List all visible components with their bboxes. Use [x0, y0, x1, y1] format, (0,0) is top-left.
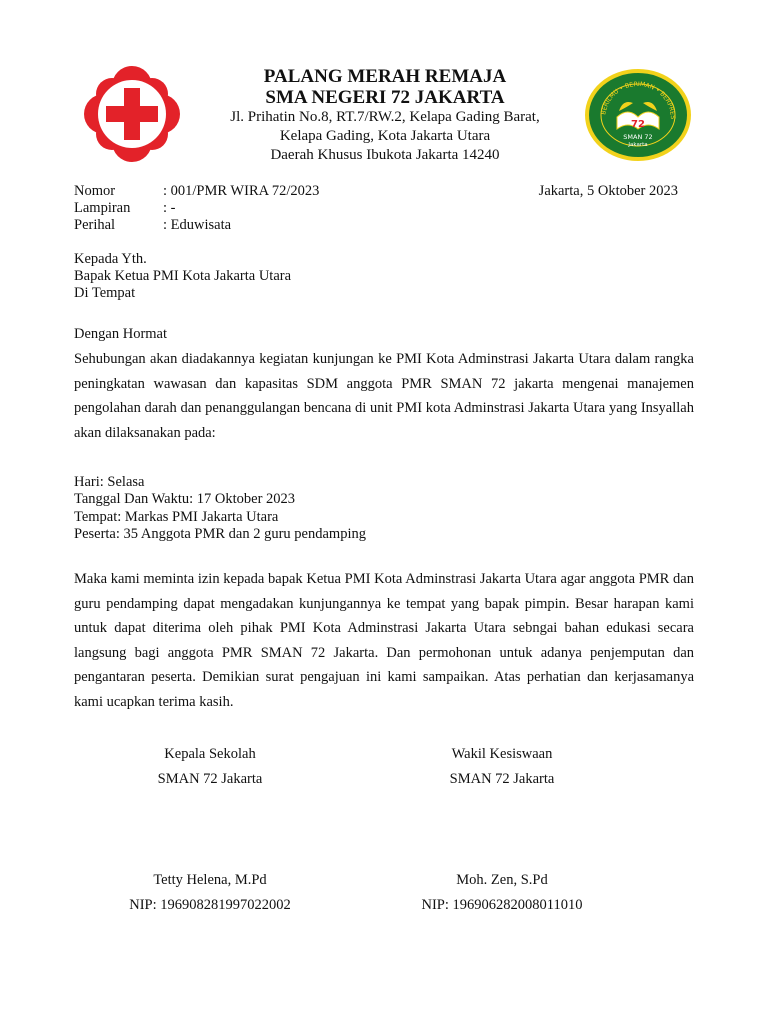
- recipient-line: Bapak Ketua PMI Kota Jakarta Utara: [74, 268, 292, 284]
- meta-row-perihal: [74, 217, 319, 234]
- meta-row-nomor: [74, 183, 319, 200]
- address-line-1: Jl. Prihatin No.8, RT.7/RW.2, Kelapa Gading Barat,: [230, 109, 540, 125]
- letter-date: Jakarta, 5 Oktober 2023: [538, 183, 678, 199]
- signer-org: SMAN 72 Jakarta: [157, 771, 263, 787]
- signer-org: SMAN 72 Jakarta: [449, 771, 555, 787]
- detail-place: Tempat: Markas PMI Jakarta Utara: [74, 508, 279, 525]
- detail-participants: Peserta: 35 Anggota PMR dan 2 guru pendamping: [74, 525, 366, 542]
- signer-nip: NIP: 196908281997022002: [129, 897, 291, 913]
- salutation: Dengan Hormat: [74, 326, 168, 342]
- detail-date-time: Tanggal Dan Waktu: 17 Oktober 2023: [74, 491, 296, 508]
- meta-label: Nomor: [74, 183, 116, 199]
- meta-label: Perihal: [74, 217, 116, 233]
- signature-right: [372, 746, 632, 788]
- letterhead: [190, 66, 580, 165]
- paragraph-request: Maka kami meminta izin kepada bapak Ketua PMI Kota Adminstrasi Jakarta Utara agar anggota PMR dan guru pendamping dapat mengadakan kunjungannya ke tempat yang bapak pimpin. Besar harapan kami untuk dapat diterima oleh pihak PMI Kota Adminstrasi Jakarta Utara sebngai bahan edukasi secara langsung bagi anggota PMR SMAN 72 Jakarta. Dan permohonan untuk adanya penjemputan dan pengantaran peserta. Demikian surat pengajuan ini kami sampaikan. Atas perhatian dan kerjasamanya kami ucapkan terima kasih.: [74, 571, 694, 710]
- event-details: [74, 474, 366, 543]
- emblem-number: 72: [631, 119, 645, 130]
- emblem-label: SMAN 72: [623, 133, 653, 141]
- meta-label: Lampiran: [74, 200, 131, 216]
- school-logo: [583, 67, 693, 163]
- meta-value: : -: [163, 200, 176, 216]
- address-line-2: Kelapa Gading, Kota Jakarta Utara: [279, 128, 491, 144]
- signature-left-name: [80, 872, 340, 914]
- letter-meta: [74, 183, 319, 234]
- org-name: PALANG MERAH REMAJA: [263, 66, 507, 87]
- pmr-logo: [84, 66, 180, 162]
- paragraph-intro: Sehubungan akan diadakannya kegiatan kunjungan ke PMI Kota Adminstrasi Jakarta Utara dalam rangka peningkatan wawasan dan kapasitas SDM anggota PMR SMAN 72 jakarta mengenai manajemen pengolahan darah dan penanggulangan bencana di unit PMI kota Adminstrasi Jakarta Utara yang Insyallah akan dilaksanakan pada:: [74, 351, 694, 441]
- meta-value: : Eduwisata: [163, 217, 232, 233]
- signer-name: Moh. Zen, S.Pd: [456, 872, 548, 888]
- signer-title: Wakil Kesiswaan: [451, 746, 553, 762]
- recipient-block: [74, 251, 291, 302]
- signer-title: Kepala Sekolah: [164, 746, 256, 762]
- emblem-sublabel: Jakarta: [628, 142, 648, 148]
- meta-row-lampiran: [74, 200, 319, 217]
- red-cross-icon: [84, 66, 180, 162]
- signer-name: Tetty Helena, M.Pd: [153, 872, 267, 888]
- recipient-line: Kepada Yth.: [74, 251, 147, 267]
- address-line-3: Daerah Khusus Ibukota Jakarta 14240: [270, 147, 500, 163]
- school-emblem-icon: [583, 67, 693, 163]
- detail-day: Hari: Selasa: [74, 474, 145, 490]
- signer-nip: NIP: 196906282008011010: [421, 897, 583, 913]
- meta-value: : 001/PMR WIRA 72/2023: [163, 183, 320, 199]
- signature-left: [80, 746, 340, 788]
- recipient-line: Di Tempat: [74, 285, 136, 301]
- school-name: SMA NEGERI 72 JAKARTA: [265, 87, 505, 108]
- signature-right-name: [372, 872, 632, 914]
- emblem-arc-text: BERILMU • BERIMAN • BERPRES: [600, 80, 677, 120]
